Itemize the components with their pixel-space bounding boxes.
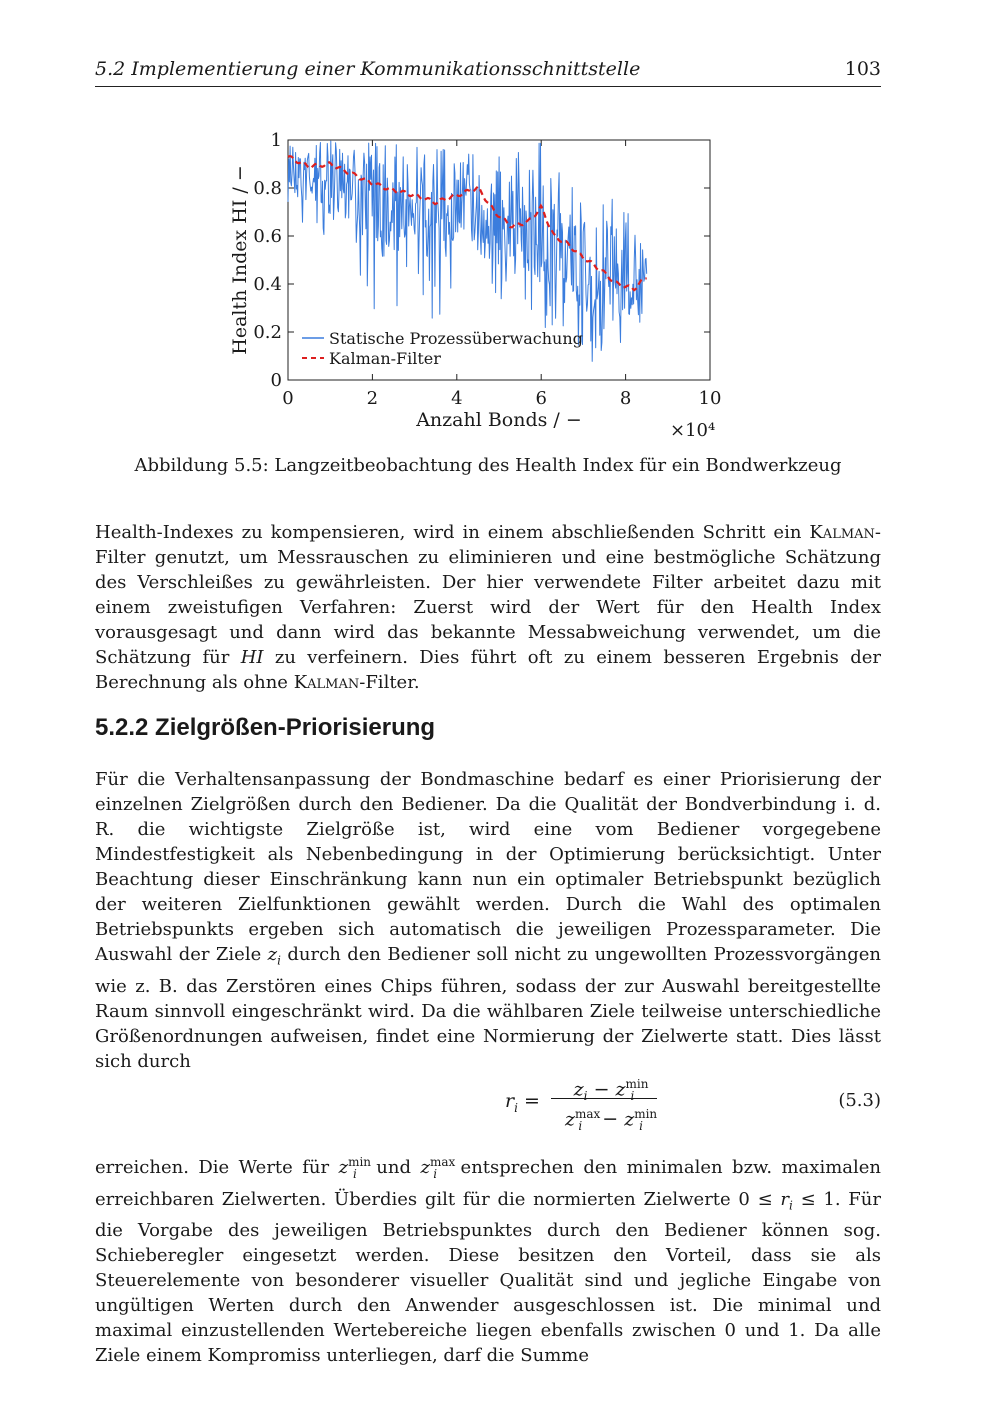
p2-text-1: Für die Verhaltensanpassung der Bondmaschine bedarf es einer Priorisierung der einzelnen Zielgrößen durch den Bediener. Da die Qualität der Bondverbindung i. d. R. die wichtigste Zielgröße ist, wird eine vom Bediener vorgegebene Mindestfestigkeit als Nebenbedingung in der Optimierung berücksichtigt. Unter Beachtung dieser Einschränkung kann nun ein optimaler Betriebspunkt bezüglich der weiteren Zielfunktionen gewählt werden. Durch die Wahl des optimalen Betriebspunkts ergeben sich automatisch die jeweiligen Prozessparameter. Die Auswahl der Ziele [95,769,881,965]
zi-subscript: i [277,953,281,968]
paragraph-priorisierung [95,767,881,1074]
legend-label-kalman: Kalman-Filter [329,349,441,368]
p3-text-3: entsprechen den minimalen bzw. maximalen erreichbaren Zielwerten. Überdies gilt für die normierten Zielwerte 0 ≤ [95,1157,881,1210]
x-tick-label: 10 [698,388,722,409]
kalman-name: Kalman [293,672,360,693]
section-heading: 5.2.2 Zielgrößen-Priorisierung [95,714,436,741]
y-tick-label: 0.8 [253,178,282,199]
p3-text-2: und [366,1157,421,1178]
z-min-sub: i [353,1166,357,1181]
p1-text-3: zu verfeinern. Dies führt oft zu einem besseren Ergebnis der Berechnung als ohne [95,647,881,693]
paragraph-zielwerte [95,1150,881,1368]
p3-text-4: ≤ 1. Für die Vorgabe des jeweiligen Betriebspunktes durch den Bediener können sog. Schieberegler eingesetzt werden. Diese besitzen den Vorteil, dass sie als Steuerelemente von besonderer visueller Qualität sind und jegliche Eingabe von ungültigen Werten durch den Anwender ausgeschlossen ist. Die minimal und maximal einzustellenden Wertebereiche liegen ebenfalls zwischen 0 und 1. Da alle Ziele einem Kompromiss unterliegen, darf die Summe [95,1188,881,1367]
y-tick-label: 0.4 [253,274,282,295]
health-index-chart [228,118,748,448]
p1-text-4: -Filter. [359,672,420,693]
r-subscript: i [789,1198,793,1213]
x-axis-multiplier: ×10⁴ [670,420,716,441]
paragraph-kalman-filter [95,520,881,695]
r-symbol: r [780,1188,790,1210]
legend-label-statisch: Statische Prozessüberwachung [329,329,583,348]
x-tick-label: 4 [451,388,463,409]
z-min-sup: min [348,1155,372,1169]
equation-numerator: $z_i - z^{min}_i$ [551,1070,657,1099]
z-max-sup: max [429,1155,456,1169]
p1-text-2: -Filter genutzt, um Messrauschen zu eliminieren und eine bestmögliche Schätzung des Verschleißes zu gewährleisten. Der hier verwendete Filter arbeitet dazu mit einem zweistufigen Verfahren: Zuerst wird der Wert für den Health Index vorausgesagt und dann wird das bekannte Messabweichung verwendet, um die Schätzung für [95,522,881,668]
x-tick-label: 0 [282,388,294,409]
p2-text-2: durch den Bediener soll nicht zu ungewollten Prozessvorgängen wie z. B. das Zerstören eines Chips führen, sodass der zur Auswahl bereitgestellte Raum sinnvoll eingeschränkt wird. Da die wählbaren Ziele teilweise unterschiedliche Größenordnungen aufweisen, findet eine Normierung der Zielwerte statt. Dies lässt sich durch [95,944,881,1072]
p1-text-1: Health-Indexes zu kompensieren, wird in einem abschließenden Schritt ein [95,522,810,543]
equation-fraction [551,1070,658,1134]
equation-denominator: $z^{max}_i - z^{min}_i$ [565,1107,658,1134]
hi-symbol: HI [240,647,264,668]
header-section-title: 5.2 Implementierung einer Kommunikationsschnittstelle [95,58,641,80]
equation-number: (5.3) [838,1090,881,1111]
y-tick-label: 0.2 [253,322,282,343]
x-tick-label: 8 [619,388,632,409]
y-axis-label: Health Index HI / − [229,165,251,355]
equation-lhs: $r_i$ = [505,1090,540,1115]
z-max-symbol: z [420,1157,430,1178]
figure-health-index [228,118,748,448]
z-min-symbol: z [338,1157,349,1178]
y-tick-label: 1 [270,130,282,151]
x-tick-label: 2 [366,388,379,409]
kalman-name: Kalman [809,522,875,543]
y-tick-label: 0 [270,370,282,391]
z-max-sub: i [433,1166,438,1181]
x-tick-label: 6 [535,388,547,409]
y-tick-label: 0.6 [253,226,282,247]
running-header [95,58,881,87]
x-axis-label: Anzahl Bonds / − [416,409,582,431]
legend [302,329,583,368]
p3-text-1: erreichen. Die Werte für [95,1157,339,1178]
equation-5-3 [95,1068,881,1136]
page-number: 103 [844,58,881,80]
zi-symbol: z [267,944,278,965]
figure-caption: Abbildung 5.5: Langzeitbeobachtung des Health Index für ein Bondwerkzeug [134,455,842,476]
